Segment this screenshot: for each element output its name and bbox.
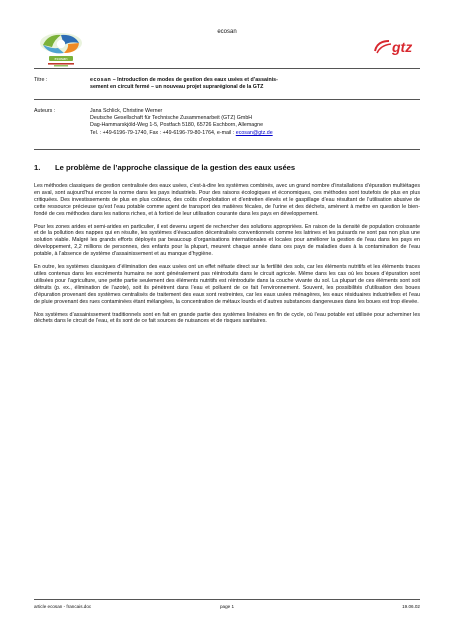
footer-filename: article ecosan - francais.doc <box>34 604 92 609</box>
section-heading <box>34 163 295 172</box>
paragraph-4: Nos systèmes d’assainissement traditionnels sont en fait en grande partie des systèmes linéaires en fin de cycle, où l’eau potable est utilisée pour acheminer les déchets dans le circuit de l’eau, et ils sont de ce fait sources de nuisances et de risques sanitaires. <box>34 311 420 325</box>
ecosan-logo-graphic <box>34 31 88 67</box>
gtz-logo <box>371 38 417 56</box>
gtz-logo-text: gtz <box>392 39 413 55</box>
email-link[interactable]: ecosan@gtz.de <box>235 129 273 136</box>
authors-label: Auteurs : <box>34 108 56 114</box>
page-header-title: ecosan <box>217 29 237 35</box>
title-rule <box>34 99 420 100</box>
footer-page-number: page 1 <box>220 604 235 609</box>
gtz-logo-graphic <box>371 38 417 56</box>
body-text <box>34 183 420 331</box>
title-ecosan: ecosan <box>90 77 112 83</box>
title-line-2: sement en circuit fermé – un nouveau projet suprarégional de la GTZ <box>90 84 264 91</box>
authors-organisation: Deutsche Gesellschaft für Technische Zusammenarbeit (GTZ) GmbH <box>90 115 253 122</box>
contact-text: Tel. : +49-6196-79-1740, Fax : +49-6196-79-80-1764, e-mail : <box>90 129 236 136</box>
section-title: Le problème de l’approche classique de la gestion des eaux usées <box>55 163 296 172</box>
paragraph-3: En outre, les systèmes classiques d’élimination des eaux usées ont un effet néfaste direct sur la fertilité des sols, car les éléments nutritifs et les éléments traces utiles contenus dans les excréments humains ne sont généralement pas réintroduits dans le circuit agricole. Même dans les cas où les boues d’épuration sont utilisées pour l’agriculture, une petite partie seulement des éléments nutritifs est réintroduite dans la couche vivante du sol. La plupart de ces éléments sont soit détruits (p. ex., élimination de l’azote), soit ils pénètrent dans l’eau et polluent de ce fait l’environnement. Souvent, les possibilités d’utilisation des boues d’épuration provenant des systèmes centralisés de traitement des eaux sont restreintes, car les eaux usées ménagères, les eaux résiduaires industrielles et l’eau de pluie provenant des rues contaminées étant mélangées, la concentration de métaux lourds et d’autres substances dangereuses dans les boues est trop élevée. <box>34 264 420 305</box>
document-title <box>90 77 420 91</box>
authors-names: Jana Schlick, Christine Werner <box>90 108 163 114</box>
paragraph-1: Les méthodes classiques de gestion centralisée des eaux usées, c’est-à-dire les systèmes combinés, avec un grand nombre d’installations d’épuration multiétages en aval, sont aujourd’hui encore la norme dans les pays industriels. Pour des raisons écologiques et économiques, ces méthodes sont toutefois de plus en plus critiquées. Des investissements de plus en plus coûteux, des coûts d’exploitation et d’entretien élevés et le gaspillage d’eau résultant de l’utilisation abusive de cette ressource précieuse qu’est l’eau potable comme agent de transport des matières fécales, de l’urine et des déchets, amènent à mettre en question le bien-fondé de ces méthodes dans les nations riches, et à fortiori de leur utilisation courante dans les pays en développement. <box>34 183 420 217</box>
ecosan-logo-caption: ecosan <box>54 56 68 62</box>
authors-details <box>90 108 420 137</box>
title-line-1: – Introduction de modes de gestion des eaux usées et d’assainis- <box>111 77 278 83</box>
footer-date: 19.06.02 <box>402 604 420 609</box>
authors-contact <box>90 130 420 137</box>
authors-address: Dag-Hammarskjöld-Weg 1-5, Postfach 5180, 65726 Eschborn, Allemagne <box>90 122 264 129</box>
footer-rule <box>34 599 420 600</box>
paragraph-2: Pour les zones arides et semi-arides en particulier, il est devenu urgent de rechercher des solutions appropriées. En raison de la densité de population croissante et de la pollution des nappes qui en résulte, les systèmes d’évacuation décentralisés conventionnels comme les latrines et les puisards ne sont pas non plus une solution viable. Malgré les grands efforts déployés par beaucoup d’organisations internationales et locales pour améliorer la gestion de l’eau dans les pays en développement, 2,2 millions de personnes, des enfants pour la plupart, meurent chaque année dans ces pays de maladies dues à la contamination de l’eau potable, à l’absence de système d’assainissement et au manque d’hygiène. <box>34 223 420 258</box>
authors-block <box>34 108 420 144</box>
ecosan-logo <box>34 31 88 67</box>
authors-rule <box>34 149 420 150</box>
title-label: Titre : <box>34 77 48 83</box>
header-rule <box>34 68 420 69</box>
section-number: 1. <box>34 163 41 172</box>
title-block <box>34 77 420 92</box>
